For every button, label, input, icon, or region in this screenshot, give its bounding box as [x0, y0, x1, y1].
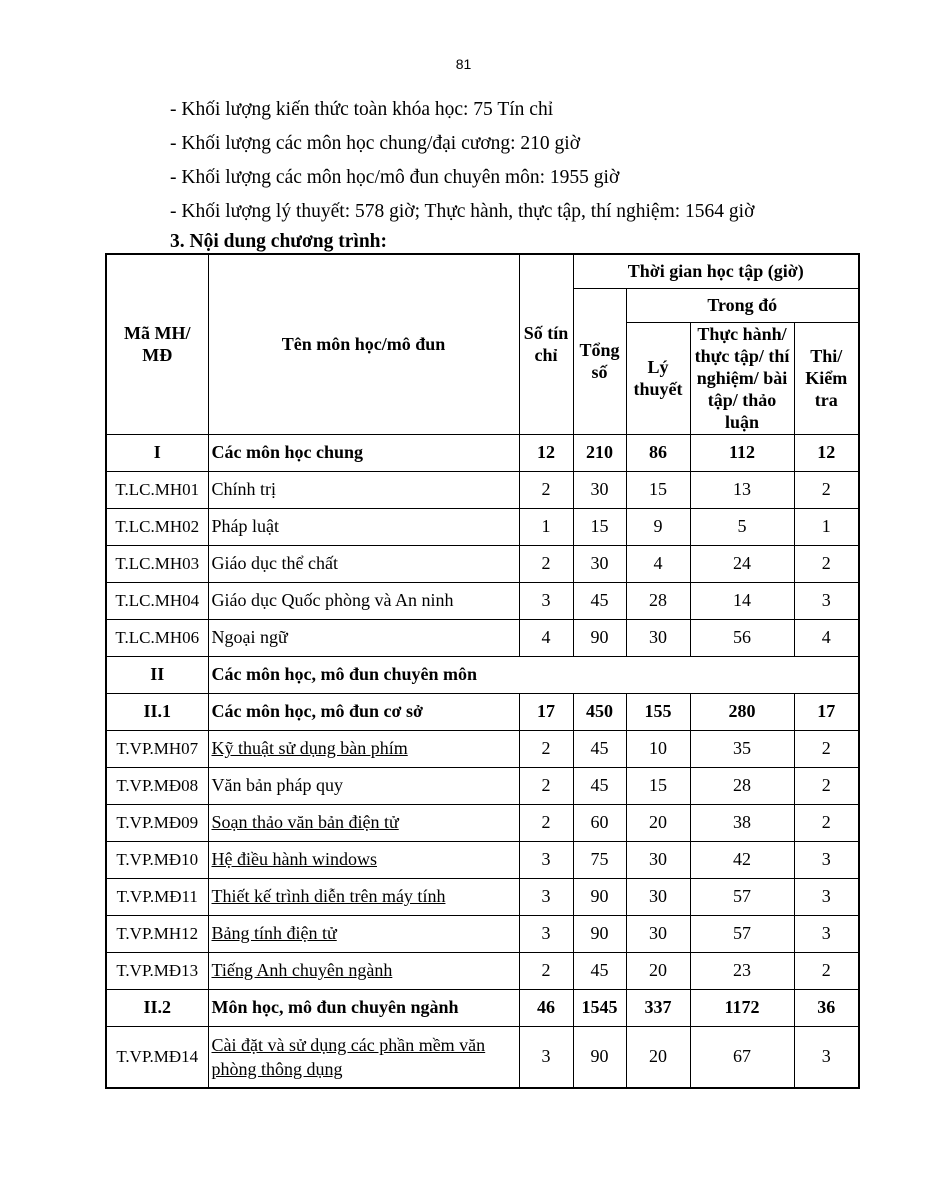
row-total: 15 [573, 508, 626, 545]
page-number: 81 [455, 56, 472, 72]
table-row [106, 508, 859, 545]
row-code: T.VP.MH12 [106, 915, 208, 952]
table-row [106, 952, 859, 989]
summary-item: - Khối lượng các môn học chung/đại cương: 210 giờ [170, 133, 581, 154]
row-exam: 3 [794, 915, 859, 952]
row-total: 90 [573, 915, 626, 952]
row-exam: 2 [794, 730, 859, 767]
row-theory: 30 [626, 878, 690, 915]
row-theory: 30 [626, 841, 690, 878]
row-name: Ngoại ngữ [208, 619, 519, 656]
section-heading: 3. Nội dung chương trình: [170, 231, 388, 252]
row-name: Các môn học, mô đun chuyên môn [208, 656, 859, 693]
row-name: Các môn học, mô đun cơ sở [208, 693, 519, 730]
row-practice: 24 [690, 545, 794, 582]
row-practice: 14 [690, 582, 794, 619]
row-exam: 4 [794, 619, 859, 656]
row-practice: 112 [690, 434, 794, 471]
summary-item: - Khối lượng lý thuyết: 578 giờ; Thực hành, thực tập, thí nghiệm: 1564 giờ [170, 201, 755, 222]
row-theory: 20 [626, 804, 690, 841]
row-exam: 1 [794, 508, 859, 545]
row-code: T.VP.MĐ11 [106, 878, 208, 915]
row-code: T.LC.MH01 [106, 471, 208, 508]
header-total: Tổng số [573, 288, 626, 434]
row-credits: 3 [519, 841, 573, 878]
row-theory: 15 [626, 471, 690, 508]
table-row [106, 545, 859, 582]
table-row [106, 915, 859, 952]
row-name: Giáo dục Quốc phòng và An ninh [208, 582, 519, 619]
row-exam: 3 [794, 878, 859, 915]
row-exam: 3 [794, 841, 859, 878]
row-total: 30 [573, 545, 626, 582]
row-credits: 12 [519, 434, 573, 471]
row-code: T.VP.MĐ08 [106, 767, 208, 804]
row-credits: 2 [519, 952, 573, 989]
row-practice: 5 [690, 508, 794, 545]
row-code: II.1 [106, 693, 208, 730]
header-theory: Lý thuyết [626, 322, 690, 434]
row-code: T.VP.MĐ09 [106, 804, 208, 841]
row-theory: 155 [626, 693, 690, 730]
row-exam: 3 [794, 1026, 859, 1088]
row-code: T.LC.MH04 [106, 582, 208, 619]
row-practice: 56 [690, 619, 794, 656]
table-row [106, 1026, 859, 1088]
row-name-link[interactable]: Hệ điều hành windows [211, 849, 377, 869]
table-row [106, 693, 859, 730]
row-credits: 2 [519, 804, 573, 841]
row-practice: 13 [690, 471, 794, 508]
row-credits: 17 [519, 693, 573, 730]
row-theory: 20 [626, 1026, 690, 1088]
row-theory: 30 [626, 619, 690, 656]
row-name: Môn học, mô đun chuyên ngành [208, 989, 519, 1026]
table-row [106, 841, 859, 878]
row-practice: 1172 [690, 989, 794, 1026]
row-total: 450 [573, 693, 626, 730]
row-code: T.VP.MĐ10 [106, 841, 208, 878]
row-total: 90 [573, 1026, 626, 1088]
header-credits: Số tín chỉ [519, 254, 573, 434]
row-theory: 10 [626, 730, 690, 767]
row-name-cell [208, 730, 519, 767]
row-credits: 4 [519, 619, 573, 656]
row-exam: 2 [794, 545, 859, 582]
row-name-cell [208, 915, 519, 952]
row-exam: 2 [794, 804, 859, 841]
row-name-cell [208, 1026, 519, 1088]
row-name: Các môn học chung [208, 434, 519, 471]
row-theory: 9 [626, 508, 690, 545]
row-credits: 3 [519, 1026, 573, 1088]
row-exam: 36 [794, 989, 859, 1026]
row-total: 45 [573, 582, 626, 619]
header-study-time: Thời gian học tập (giờ) [573, 254, 859, 288]
row-practice: 42 [690, 841, 794, 878]
row-exam: 3 [794, 582, 859, 619]
row-theory: 86 [626, 434, 690, 471]
row-practice: 57 [690, 878, 794, 915]
row-total: 45 [573, 767, 626, 804]
row-name: Giáo dục thể chất [208, 545, 519, 582]
row-exam: 2 [794, 952, 859, 989]
row-name-link[interactable]: Bảng tính điện tử [211, 923, 337, 943]
row-credits: 2 [519, 767, 573, 804]
row-total: 210 [573, 434, 626, 471]
row-exam: 2 [794, 471, 859, 508]
row-code: T.LC.MH03 [106, 545, 208, 582]
table-row [106, 434, 859, 471]
row-practice: 35 [690, 730, 794, 767]
table-row [106, 730, 859, 767]
row-code: I [106, 434, 208, 471]
table-row [106, 619, 859, 656]
row-exam: 12 [794, 434, 859, 471]
table-row [106, 878, 859, 915]
row-theory: 4 [626, 545, 690, 582]
row-name-link[interactable]: Cài đặt và sử dụng các phần mềm văn phòng thông dụng [211, 1034, 486, 1079]
row-practice: 280 [690, 693, 794, 730]
row-practice: 23 [690, 952, 794, 989]
row-credits: 46 [519, 989, 573, 1026]
row-code: T.VP.MĐ13 [106, 952, 208, 989]
table-row [106, 767, 859, 804]
header-code: Mã MH/ MĐ [106, 254, 208, 434]
row-total: 60 [573, 804, 626, 841]
row-total: 45 [573, 952, 626, 989]
summary-item: - Khối lượng kiến thức toàn khóa học: 75 Tín chỉ [170, 99, 554, 120]
header-of-which: Trong đó [626, 288, 859, 322]
row-theory: 28 [626, 582, 690, 619]
row-practice: 28 [690, 767, 794, 804]
row-name: Chính trị [208, 471, 519, 508]
row-total: 1545 [573, 989, 626, 1026]
row-exam: 2 [794, 767, 859, 804]
row-code: T.LC.MH02 [106, 508, 208, 545]
row-credits: 3 [519, 878, 573, 915]
row-name-link[interactable]: Soạn thảo văn bản điện tử [211, 812, 399, 832]
row-total: 30 [573, 471, 626, 508]
row-name: Văn bản pháp quy [208, 767, 519, 804]
header-exam: Thi/ Kiểm tra [794, 322, 859, 434]
row-practice: 57 [690, 915, 794, 952]
table-row [106, 989, 859, 1026]
row-code: T.VP.MH07 [106, 730, 208, 767]
curriculum-table [105, 253, 860, 1089]
row-credits: 2 [519, 471, 573, 508]
table-row [106, 804, 859, 841]
row-code: T.VP.MĐ14 [106, 1026, 208, 1088]
row-total: 90 [573, 878, 626, 915]
row-total: 75 [573, 841, 626, 878]
row-name-link[interactable]: Tiếng Anh chuyên ngành [211, 960, 393, 980]
table-row [106, 656, 859, 693]
table-row [106, 582, 859, 619]
header-name: Tên môn học/mô đun [208, 254, 519, 434]
row-credits: 3 [519, 915, 573, 952]
header-practice: Thực hành/ thực tập/ thí nghiệm/ bài tập/ thảo luận [690, 322, 794, 434]
row-exam: 17 [794, 693, 859, 730]
row-total: 90 [573, 619, 626, 656]
row-theory: 20 [626, 952, 690, 989]
row-name: Pháp luật [208, 508, 519, 545]
row-name-link[interactable]: Kỹ thuật sử dụng bàn phím [211, 738, 408, 758]
summary-item: - Khối lượng các môn học/mô đun chuyên môn: 1955 giờ [170, 167, 620, 188]
table-row [106, 471, 859, 508]
row-name-cell [208, 952, 519, 989]
row-theory: 30 [626, 915, 690, 952]
row-name-link[interactable]: Thiết kế trình diễn trên máy tính [211, 886, 446, 906]
row-name-cell [208, 841, 519, 878]
row-practice: 67 [690, 1026, 794, 1088]
row-credits: 3 [519, 582, 573, 619]
row-code: T.LC.MH06 [106, 619, 208, 656]
row-code: II.2 [106, 989, 208, 1026]
row-theory: 337 [626, 989, 690, 1026]
row-credits: 1 [519, 508, 573, 545]
row-code: II [106, 656, 208, 693]
row-credits: 2 [519, 545, 573, 582]
summary-list [170, 93, 754, 229]
row-theory: 15 [626, 767, 690, 804]
row-name-cell [208, 878, 519, 915]
row-total: 45 [573, 730, 626, 767]
row-practice: 38 [690, 804, 794, 841]
row-credits: 2 [519, 730, 573, 767]
row-name-cell [208, 804, 519, 841]
